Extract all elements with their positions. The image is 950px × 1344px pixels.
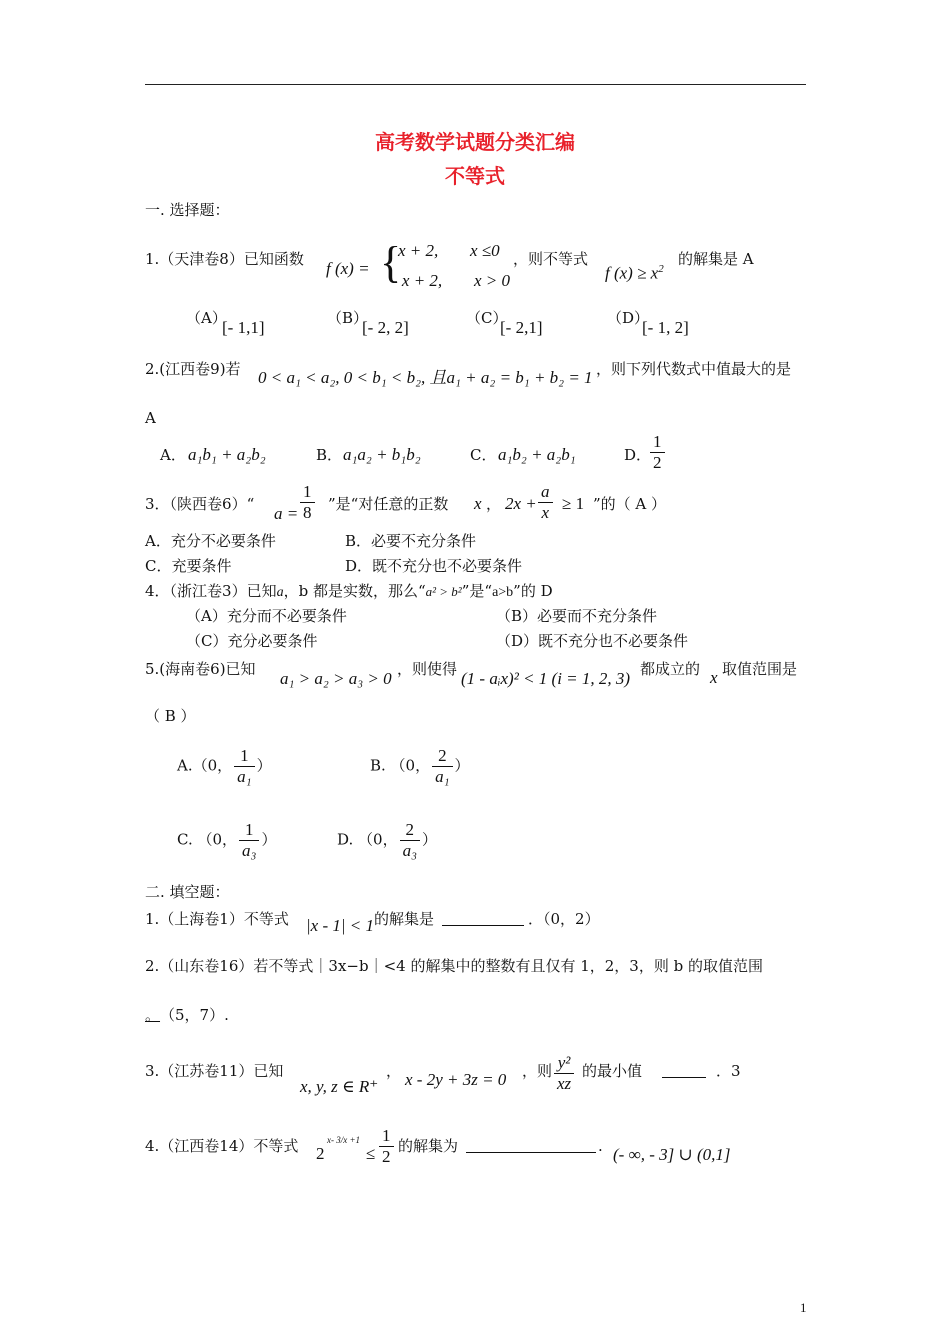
page-subtitle: 不等式 — [445, 164, 505, 188]
page-number: 1 — [800, 1300, 807, 1315]
q3-mid: ”是“对任意的正数 — [328, 495, 449, 513]
q3-x: x — [474, 494, 482, 513]
q1-case2-cond: x > 0 — [474, 271, 511, 290]
f3-blank — [662, 1061, 706, 1083]
q5-suffix: 取值范围是 — [722, 660, 798, 678]
brace-symbol: { — [380, 238, 402, 287]
q1-prefix: 1.（天津卷8）已知函数 — [145, 250, 304, 268]
q2-option-b-label: B． — [316, 446, 343, 464]
f1-prefix: 1.（上海卷1）不等式 — [145, 910, 289, 928]
f3-suffix: 的最小值 — [582, 1062, 643, 1080]
f4-fraction: $\frac{1}{2}$ — [379, 1126, 394, 1167]
q1-case1-expr: x + 2, — [398, 241, 439, 260]
q4-option-c: （C）充分必要条件 — [186, 632, 318, 650]
q1-option-b-value: [- 2, 2] — [362, 318, 409, 337]
q2-option-b-value: a₁a₂ + b₁b₂ — [343, 445, 421, 464]
q5-mid: ，则使得 — [397, 660, 458, 678]
f4-blank — [466, 1136, 596, 1158]
q2-option-d-fraction: $\frac{1}{2}$ — [650, 432, 665, 473]
f4-suffix: 的解集为 — [398, 1137, 459, 1155]
q4-a: a — [276, 585, 284, 600]
q4-condition: a² > b² — [425, 584, 462, 599]
q3-option-b: B．必要不充分条件 — [345, 532, 477, 550]
q2-option-a-label: A． — [160, 446, 186, 464]
q5-option-b: B. （0， $\frac{2}{\text{a₁}}$ ） — [370, 746, 470, 786]
f1-blank — [442, 909, 524, 931]
q4-condition-2: a>b — [492, 585, 514, 600]
q2-answer: A — [145, 409, 156, 427]
f3-prefix: 3.（江苏卷11）已知 — [145, 1062, 284, 1080]
q3-option-d: D．既不充分也不必要条件 — [345, 557, 523, 575]
f3-comma: ， — [386, 1062, 402, 1080]
q1-option-b-label: （B） — [327, 309, 369, 327]
section-heading-choice: 一. 选择题： — [145, 201, 230, 219]
q4-prefix: 4．（浙江卷3）已知 — [145, 582, 277, 600]
q1-suffix: 的解集是 A — [678, 250, 754, 268]
q1-option-c-value: [- 2,1] — [500, 318, 543, 337]
q1-function: f (x) = — [326, 259, 370, 278]
f3-fraction: $\frac{\text{y²}}{xz}$ — [554, 1053, 574, 1094]
header-rule — [145, 84, 806, 85]
q5-prefix: 5.(海南卷6)已知 — [145, 660, 256, 678]
f4-base: 2 — [316, 1144, 325, 1163]
q3-suffix: ”的（ A ） — [593, 495, 667, 513]
q5-condition: a₁ > a₂ > a₃ > 0 — [280, 669, 392, 688]
q3-prefix: 3．（陕西卷6）“ — [145, 495, 255, 513]
f3-answer: ．3 — [716, 1062, 741, 1080]
f3-mid: ，则 — [522, 1062, 553, 1080]
q3-option-c: C．充要条件 — [145, 557, 232, 575]
f2-answer: （5，7）. — [160, 1006, 229, 1024]
q4-option-a: （A）充分而不必要条件 — [186, 607, 347, 625]
q5-inequality: (1 - aᵢx)² < 1 (i = 1, 2, 3) — [461, 669, 631, 688]
q5-answer: （ B ） — [145, 707, 196, 725]
q1-option-a-label: （A） — [186, 309, 227, 327]
page-title: 高考数学试题分类汇编 — [375, 130, 575, 154]
f4-exponent: x- 3/x +1 — [327, 1135, 361, 1145]
f4-answer: (- ∞, - 3] ∪ (0,1] — [613, 1145, 731, 1164]
q1-option-c-label: （C） — [466, 309, 508, 327]
f4-le: ≤ — [366, 1144, 376, 1163]
q1-option-a-value: [- 1,1] — [222, 318, 265, 337]
f1-expression: |x - 1| < 1 — [306, 916, 375, 935]
q1-mid: ，则不等式 — [513, 250, 589, 268]
q3-fraction: $\frac{1}{8}$ — [300, 482, 315, 523]
q1-case2-expr: - x + 2, — [392, 271, 443, 290]
q2-prefix: 2.(江西卷9)若 — [145, 360, 241, 378]
f1-suffix: 的解集是 — [374, 910, 435, 928]
q2-condition: 0 < a₁ < a₂, 0 < b₁ < b₂, 且a₁ + a₂ = b₁ + b₂ = 1 — [258, 368, 593, 387]
q3-expr-right: ≥ 1 — [562, 494, 585, 513]
q2-suffix: ，则下列代数式中值最大的是 — [596, 360, 792, 378]
q4-option-b: （B）必要而不充分条件 — [496, 607, 658, 625]
f2-blank: 。 — [145, 1006, 161, 1024]
q3-expr-left: 2x + — [505, 494, 537, 513]
q4-option-d: （D）既不充分也不必要条件 — [496, 632, 689, 650]
q2-option-c-value: a₁b₂ + a₂b₁ — [498, 445, 576, 464]
q5-mid2: 都成立的 — [640, 660, 701, 678]
q4-mid1: ，b 都是实数，那么“ — [283, 582, 426, 600]
q2-option-d-label: D． — [624, 446, 652, 464]
section-heading-fill: 二. 填空题： — [145, 883, 230, 901]
q4-mid2: ”是“ — [461, 582, 493, 600]
q5-option-c: C. （0， $\frac{1}{\text{a₃}}$ ） — [177, 820, 277, 860]
q5-x: x — [710, 668, 718, 687]
f3-set: x, y, z ∈ R⁺ — [300, 1077, 379, 1096]
q2-option-a-value: a₁b₁ + a₂b₂ — [188, 445, 266, 464]
q2-option-c-label: C． — [470, 446, 497, 464]
q1-inequality: f $(x) \ge x^2$ — [605, 263, 664, 283]
q5-option-d: D. （0， $\frac{2}{\text{a₃}}$ ） — [337, 820, 438, 860]
q1-case1-cond: x ≤0 — [470, 241, 500, 260]
q3-comma: ， — [486, 495, 502, 513]
q5-option-a: A.（0， $\frac{1}{\text{a₁}}$ ） — [177, 746, 272, 786]
q1-option-d-value: [- 1, 2] — [642, 318, 689, 337]
f4-period: . — [598, 1137, 603, 1155]
f1-answer: ．（0，2） — [528, 910, 600, 928]
q3-a-equals: a = — [274, 504, 299, 523]
f4-prefix: 4.（江西卷14）不等式 — [145, 1137, 299, 1155]
f2-text: 2.（山东卷16）若不等式｜3x−b｜<4 的解集中的整数有且仅有 1，2，3，则 b 的取值范围 — [145, 957, 763, 975]
q1-option-d-label: （D） — [607, 309, 650, 327]
q3-expr-fraction: $\frac{a}{x}$ — [538, 482, 553, 523]
f3-equation: x - 2y + 3z = 0 — [405, 1070, 507, 1089]
q4-stem — [145, 581, 553, 603]
q4-suffix: ”的 D — [513, 582, 553, 600]
q3-option-a: A．充分不必要条件 — [145, 532, 276, 550]
